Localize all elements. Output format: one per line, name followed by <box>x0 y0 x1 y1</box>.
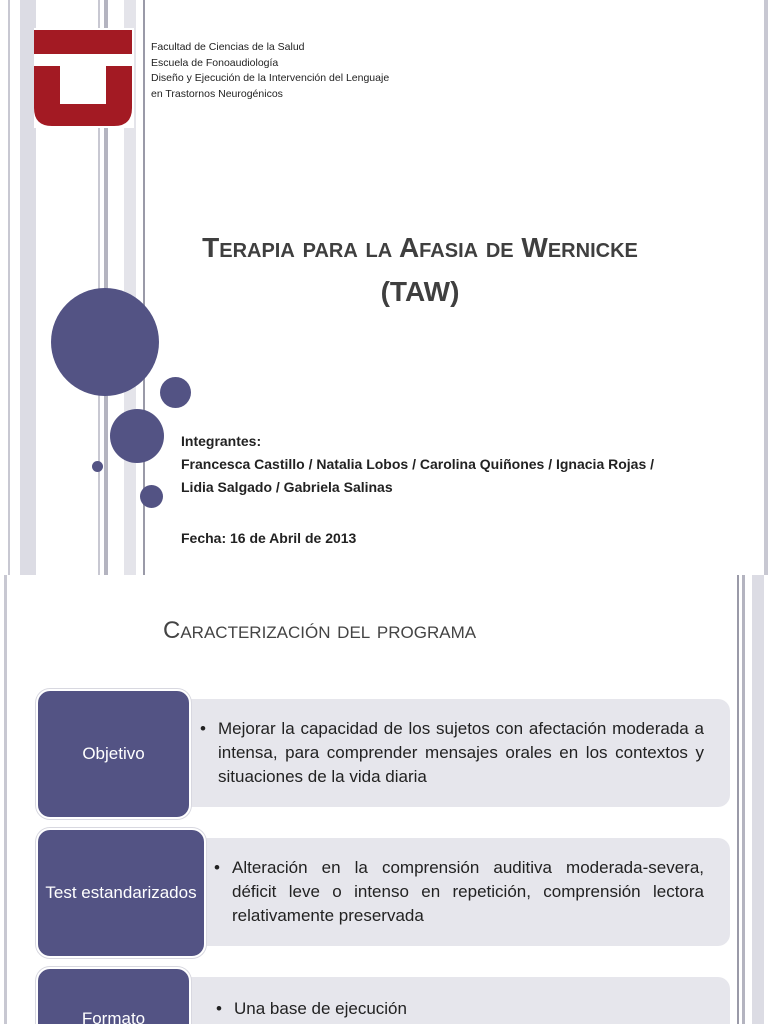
decorative-circle <box>160 377 191 408</box>
title-line: Terapia para la Afasia de Wernicke <box>202 232 638 263</box>
row-label: Test estandarizados <box>36 828 206 958</box>
institution-block <box>151 40 389 102</box>
row-content <box>176 699 730 807</box>
row-text: Alteración en la comprensión auditiva moderada-severa, déficit leve o intenso en repetición, comprensión lectora relativamente preservada <box>232 858 704 925</box>
institution-line: en Trastornos Neurogénicos <box>151 87 283 100</box>
members-label: Integrantes: <box>181 433 262 449</box>
slide-2 <box>0 575 768 1024</box>
members-line: Lidia Salgado / Gabriela Salinas <box>181 479 393 495</box>
date-text: Fecha: 16 de Abril de 2013 <box>181 530 357 546</box>
decorative-circle <box>140 485 163 508</box>
decorative-circle <box>110 409 164 463</box>
institution-line: Diseño y Ejecución de la Intervención del Lenguaje <box>151 72 390 84</box>
slide-title <box>150 226 690 314</box>
left-edge <box>4 575 7 1024</box>
members-block <box>181 430 654 499</box>
university-logo <box>34 28 134 128</box>
row-text-block <box>214 856 704 928</box>
decorative-circle <box>92 461 103 472</box>
row-text: Mejorar la capacidad de los sujetos con afectación moderada a intensa, para comprender mensajes orales en los contextos y situaciones de la vida diaria <box>218 719 704 786</box>
decorative-circle <box>51 288 159 396</box>
row-text-block <box>216 997 704 1021</box>
row-content <box>176 977 730 1024</box>
institution-line: Escuela de Fonoaudiología <box>151 56 279 69</box>
left-stripe <box>8 0 10 575</box>
row-text-block <box>200 717 704 789</box>
right-edge <box>764 0 768 575</box>
row-label <box>36 967 191 1024</box>
title-line: (TAW) <box>380 276 460 307</box>
row-text: Una base de ejecución <box>234 999 407 1018</box>
institution-line: Facultad de Ciencias de la Salud <box>151 41 305 53</box>
bullet-mark: • <box>200 719 206 738</box>
bullet-mark: • <box>214 858 220 877</box>
members-line: Francesca Castillo / Natalia Lobos / Carolina Quiñones / Ignacia Rojas / <box>181 456 655 472</box>
right-stripe <box>742 575 745 1024</box>
slide-title: Caracterización del programa <box>163 617 477 644</box>
row-content <box>190 838 730 946</box>
bullet-mark: • <box>216 999 222 1018</box>
right-stripe <box>752 575 764 1024</box>
row-label: Objetivo <box>36 689 191 819</box>
right-stripe <box>737 575 739 1024</box>
row-label-text: Formato <box>81 1009 146 1024</box>
